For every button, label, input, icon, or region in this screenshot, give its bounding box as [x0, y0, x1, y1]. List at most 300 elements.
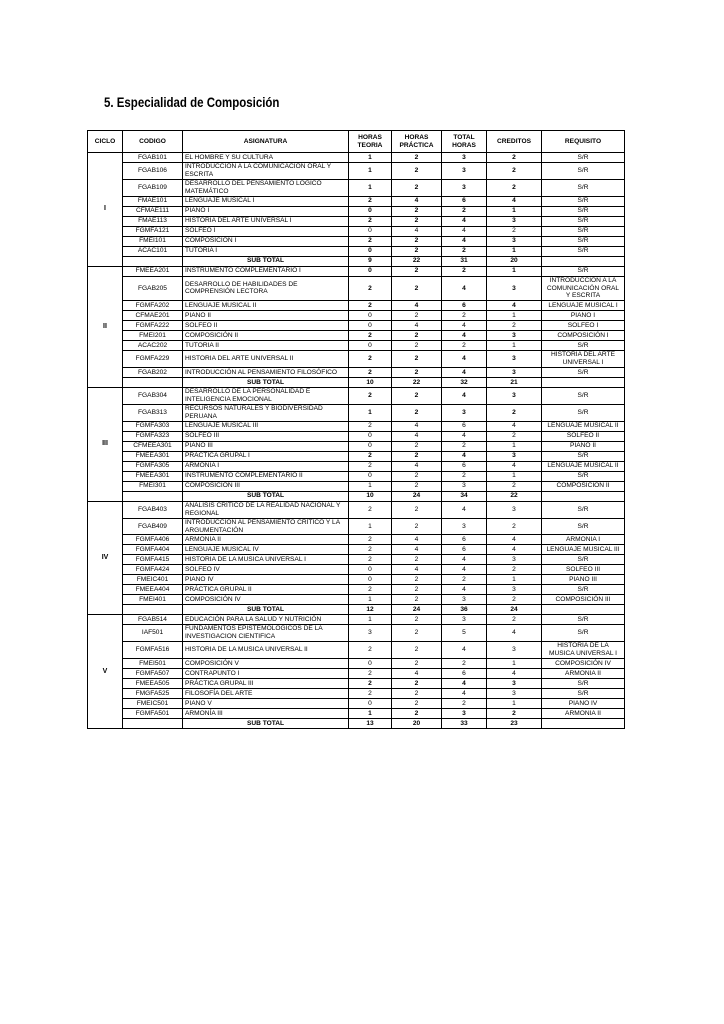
hours-practice: 2: [392, 441, 442, 451]
hours-practice: 4: [392, 301, 442, 311]
table-row: [88, 404, 625, 421]
total-hours: 6: [442, 669, 487, 679]
total-hours: 4: [442, 351, 487, 368]
table-row: [88, 341, 625, 351]
subtotal-requisite-empty: [542, 491, 625, 501]
hours-theory: 1: [349, 153, 392, 163]
header-horas-teoria: HORAS TEORIA: [349, 131, 392, 153]
total-hours: 3: [442, 709, 487, 719]
page-title: 5. Especialidad de Composición: [104, 94, 280, 110]
credits: 3: [487, 679, 542, 689]
table-row: [88, 625, 625, 642]
subtotal-total-hours: 36: [442, 605, 487, 615]
total-hours: 4: [442, 565, 487, 575]
course-code: FMEIC401: [123, 575, 183, 585]
table-body: [88, 153, 625, 729]
credits: 4: [487, 535, 542, 545]
hours-practice: 4: [392, 196, 442, 206]
total-hours: 4: [442, 642, 487, 659]
subtotal-row: [88, 605, 625, 615]
hours-theory: 3: [349, 625, 392, 642]
credits: 1: [487, 266, 542, 276]
table-row: [88, 388, 625, 405]
subtotal-row: [88, 378, 625, 388]
subtotal-hours-practice: 22: [392, 378, 442, 388]
subtotal-code-empty: [123, 491, 183, 501]
hours-theory: 1: [349, 404, 392, 421]
total-hours: 4: [442, 236, 487, 246]
header-codigo: CODIGO: [123, 131, 183, 153]
prerequisite: S/R: [542, 501, 625, 518]
course-code: FGMFA415: [123, 555, 183, 565]
prerequisite: SOLFEO I: [542, 321, 625, 331]
course-code: FGAB514: [123, 615, 183, 625]
subtotal-label: SUB TOTAL: [183, 491, 349, 501]
course-name: ARMONÍA III: [183, 709, 349, 719]
prerequisite: PIANO III: [542, 575, 625, 585]
course-code: FGMFA406: [123, 535, 183, 545]
total-hours: 2: [442, 575, 487, 585]
subtotal-requisite-empty: [542, 256, 625, 266]
course-code: FGAB109: [123, 179, 183, 196]
subtotal-hours-theory: 9: [349, 256, 392, 266]
hours-theory: 2: [349, 555, 392, 565]
course-code: FGMFA507: [123, 669, 183, 679]
prerequisite: S/R: [542, 679, 625, 689]
total-hours: 4: [442, 388, 487, 405]
hours-practice: 2: [392, 311, 442, 321]
hours-practice: 4: [392, 535, 442, 545]
course-name: INTRODUCCIÓN A LA COMUNICACIÓN ORAL Y ESCRITA: [183, 163, 349, 180]
prerequisite: S/R: [542, 153, 625, 163]
curriculum-table: [87, 130, 625, 729]
total-hours: 4: [442, 451, 487, 461]
table-row: [88, 421, 625, 431]
subtotal-requisite-empty: [542, 719, 625, 729]
course-name: DESARROLLO DEL PENSAMIENTO LÓGICO MATEMÁTICO: [183, 179, 349, 196]
header-total-horas: TOTAL HORAS: [442, 131, 487, 153]
total-hours: 3: [442, 518, 487, 535]
hours-practice: 4: [392, 226, 442, 236]
course-name: SOLFEO IV: [183, 565, 349, 575]
subtotal-row: [88, 491, 625, 501]
hours-theory: 2: [349, 421, 392, 431]
course-code: CFMAE201: [123, 311, 183, 321]
course-code: FMEI201: [123, 331, 183, 341]
prerequisite: SOLFEO III: [542, 565, 625, 575]
subtotal-label: SUB TOTAL: [183, 605, 349, 615]
prerequisite: S/R: [542, 585, 625, 595]
course-code: FMEEA505: [123, 679, 183, 689]
prerequisite: INTRODUCCIÓN A LA COMUNICACIÓN ORAL Y ESCRITA: [542, 276, 625, 301]
course-code: CFMEEA301: [123, 441, 183, 451]
total-hours: 2: [442, 471, 487, 481]
table-row: [88, 471, 625, 481]
hours-practice: 2: [392, 471, 442, 481]
total-hours: 2: [442, 246, 487, 256]
hours-theory: 0: [349, 565, 392, 575]
credits: 2: [487, 709, 542, 719]
course-name: ARMONIA II: [183, 535, 349, 545]
hours-practice: 2: [392, 615, 442, 625]
credits: 1: [487, 575, 542, 585]
hours-theory: 0: [349, 266, 392, 276]
subtotal-row: [88, 719, 625, 729]
credits: 2: [487, 595, 542, 605]
header-row: [88, 131, 625, 153]
table-row: [88, 461, 625, 471]
hours-practice: 2: [392, 341, 442, 351]
prerequisite: COMPOSICIÓN III: [542, 595, 625, 605]
course-name: INTRODUCCIÓN AL PENSAMIENTO CRÍTICO Y LA ARGUMENTACIÓN: [183, 518, 349, 535]
total-hours: 3: [442, 153, 487, 163]
subtotal-code-empty: [123, 605, 183, 615]
total-hours: 4: [442, 216, 487, 226]
course-name: PIANO III: [183, 441, 349, 451]
total-hours: 6: [442, 196, 487, 206]
credits: 2: [487, 226, 542, 236]
hours-practice: 2: [392, 642, 442, 659]
hours-theory: 2: [349, 679, 392, 689]
total-hours: 6: [442, 535, 487, 545]
course-name: TUTORIA I: [183, 246, 349, 256]
course-name: PRÁCTICA GRUPAL I: [183, 451, 349, 461]
total-hours: 3: [442, 179, 487, 196]
hours-theory: 2: [349, 689, 392, 699]
course-code: FGAB202: [123, 368, 183, 378]
table-row: [88, 615, 625, 625]
table-row: [88, 216, 625, 226]
prerequisite: ARMONIA II: [542, 669, 625, 679]
hours-theory: 2: [349, 535, 392, 545]
total-hours: 4: [442, 501, 487, 518]
credits: 1: [487, 441, 542, 451]
subtotal-credits: 20: [487, 256, 542, 266]
hours-practice: 2: [392, 163, 442, 180]
total-hours: 2: [442, 341, 487, 351]
credits: 1: [487, 471, 542, 481]
table-row: [88, 351, 625, 368]
hours-theory: 0: [349, 311, 392, 321]
credits: 2: [487, 518, 542, 535]
table-row: [88, 301, 625, 311]
total-hours: 3: [442, 481, 487, 491]
course-name: EL HOMBRE Y SU CULTURA: [183, 153, 349, 163]
course-code: ACAC101: [123, 246, 183, 256]
course-name: ANÁLISIS CRÍTICO DE LA REALIDAD NACIONAL Y REGIONAL: [183, 501, 349, 518]
prerequisite: ARMONIA II: [542, 709, 625, 719]
course-name: LENGUAJE MUSICAL IV: [183, 545, 349, 555]
course-name: HISTORIA DEL ARTE UNIVERSAL II: [183, 351, 349, 368]
credits: 2: [487, 565, 542, 575]
hours-practice: 2: [392, 153, 442, 163]
credits: 1: [487, 206, 542, 216]
credits: 3: [487, 351, 542, 368]
course-name: PIANO I: [183, 206, 349, 216]
hours-theory: 2: [349, 368, 392, 378]
credits: 3: [487, 331, 542, 341]
hours-practice: 2: [392, 625, 442, 642]
hours-practice: 2: [392, 709, 442, 719]
prerequisite: LENGUAJE MUSICAL II: [542, 461, 625, 471]
total-hours: 2: [442, 266, 487, 276]
hours-theory: 2: [349, 331, 392, 341]
course-code: FMEI101: [123, 236, 183, 246]
credits: 1: [487, 341, 542, 351]
hours-practice: 4: [392, 321, 442, 331]
table-row: [88, 555, 625, 565]
course-code: FMEIC501: [123, 699, 183, 709]
credits: 2: [487, 404, 542, 421]
ciclo-cell: III: [88, 388, 123, 502]
total-hours: 3: [442, 163, 487, 180]
course-name: CONTRAPUNTO I: [183, 669, 349, 679]
total-hours: 4: [442, 331, 487, 341]
course-name: PIANO IV: [183, 575, 349, 585]
table-row: [88, 669, 625, 679]
table-row: [88, 196, 625, 206]
course-name: LENGUAJE MUSICAL II: [183, 301, 349, 311]
course-code: FMEEA301: [123, 451, 183, 461]
prerequisite: S/R: [542, 216, 625, 226]
table-row: [88, 311, 625, 321]
course-name: FILOSOFÍA DEL ARTE: [183, 689, 349, 699]
course-code: CFMAE111: [123, 206, 183, 216]
prerequisite: COMPOSICIÓN IV: [542, 659, 625, 669]
total-hours: 6: [442, 461, 487, 471]
prerequisite: S/R: [542, 341, 625, 351]
table-row: [88, 276, 625, 301]
course-name: PRÁCTICA GRUPAL III: [183, 679, 349, 689]
credits: 2: [487, 481, 542, 491]
prerequisite: S/R: [542, 404, 625, 421]
table-row: [88, 699, 625, 709]
total-hours: 6: [442, 421, 487, 431]
table-row: [88, 179, 625, 196]
table-row: [88, 236, 625, 246]
subtotal-credits: 22: [487, 491, 542, 501]
table-row: [88, 545, 625, 555]
table-row: [88, 266, 625, 276]
ciclo-cell: II: [88, 266, 123, 388]
hours-theory: 1: [349, 163, 392, 180]
course-code: FGMFA222: [123, 321, 183, 331]
hours-theory: 0: [349, 659, 392, 669]
course-name: PRÁCTICA GRUPAL II: [183, 585, 349, 595]
course-code: FMEEA404: [123, 585, 183, 595]
table-row: [88, 565, 625, 575]
credits: 4: [487, 421, 542, 431]
subtotal-total-hours: 34: [442, 491, 487, 501]
course-name: INSTRUMENTO COMPLEMENTARIO I: [183, 266, 349, 276]
course-name: INTRODUCCIÓN AL PENSAMIENTO FILOSÓFICO: [183, 368, 349, 378]
course-code: FGAB313: [123, 404, 183, 421]
prerequisite: LENGUAJE MUSICAL I: [542, 301, 625, 311]
course-code: FGMFA424: [123, 565, 183, 575]
hours-practice: 2: [392, 404, 442, 421]
hours-theory: 2: [349, 216, 392, 226]
hours-practice: 4: [392, 545, 442, 555]
hours-practice: 2: [392, 388, 442, 405]
prerequisite: S/R: [542, 625, 625, 642]
prerequisite: LENGUAJE MUSICAL II: [542, 421, 625, 431]
course-name: SOLFEO II: [183, 321, 349, 331]
table-row: [88, 153, 625, 163]
hours-theory: 1: [349, 518, 392, 535]
subtotal-code-empty: [123, 719, 183, 729]
header-creditos: CREDITOS: [487, 131, 542, 153]
prerequisite: HISTORIA DE LA MUSICA UNIVERSAL I: [542, 642, 625, 659]
subtotal-label: SUB TOTAL: [183, 256, 349, 266]
total-hours: 2: [442, 699, 487, 709]
course-name: PIANO II: [183, 311, 349, 321]
hours-practice: 2: [392, 679, 442, 689]
course-code: FGMFA202: [123, 301, 183, 311]
table-row: [88, 226, 625, 236]
credits: 2: [487, 615, 542, 625]
hours-theory: 0: [349, 431, 392, 441]
hours-practice: 2: [392, 689, 442, 699]
hours-theory: 0: [349, 321, 392, 331]
total-hours: 4: [442, 276, 487, 301]
prerequisite: COMPOSICIÓN II: [542, 481, 625, 491]
course-code: FGMFA121: [123, 226, 183, 236]
course-code: FMAE101: [123, 196, 183, 206]
hours-theory: 2: [349, 388, 392, 405]
hours-practice: 2: [392, 451, 442, 461]
hours-practice: 2: [392, 206, 442, 216]
course-name: HISTORIA DE LA MUSICA UNIVERSAL I: [183, 555, 349, 565]
subtotal-hours-theory: 12: [349, 605, 392, 615]
course-code: FGAB304: [123, 388, 183, 405]
table-row: [88, 535, 625, 545]
header-horas-practica: HORAS PRÁCTICA: [392, 131, 442, 153]
hours-theory: 2: [349, 642, 392, 659]
prerequisite: S/R: [542, 388, 625, 405]
prerequisite: COMPOSICIÓN I: [542, 331, 625, 341]
credits: 3: [487, 388, 542, 405]
subtotal-hours-practice: 24: [392, 491, 442, 501]
course-code: FGMFA501: [123, 709, 183, 719]
hours-theory: 2: [349, 585, 392, 595]
course-code: IAF501: [123, 625, 183, 642]
course-code: FGAB101: [123, 153, 183, 163]
course-code: FGMFA323: [123, 431, 183, 441]
table-row: [88, 451, 625, 461]
prerequisite: S/R: [542, 236, 625, 246]
prerequisite: S/R: [542, 689, 625, 699]
subtotal-total-hours: 32: [442, 378, 487, 388]
subtotal-hours-theory: 10: [349, 378, 392, 388]
prerequisite: S/R: [542, 226, 625, 236]
hours-theory: 0: [349, 341, 392, 351]
hours-theory: 2: [349, 301, 392, 311]
hours-practice: 2: [392, 236, 442, 246]
course-code: FGMFA229: [123, 351, 183, 368]
course-code: FMAE113: [123, 216, 183, 226]
credits: 3: [487, 642, 542, 659]
course-name: PIANO V: [183, 699, 349, 709]
hours-theory: 0: [349, 246, 392, 256]
credits: 3: [487, 555, 542, 565]
hours-practice: 2: [392, 276, 442, 301]
table-row: [88, 679, 625, 689]
credits: 3: [487, 451, 542, 461]
table-row: [88, 709, 625, 719]
prerequisite: S/R: [542, 196, 625, 206]
course-name: DESARROLLO DE LA PERSONALIDAD E INTELIGENCIA EMOCIONAL: [183, 388, 349, 405]
course-name: EDUCACIÓN PARA LA SALUD Y NUTRICIÓN: [183, 615, 349, 625]
subtotal-hours-practice: 20: [392, 719, 442, 729]
prerequisite: S/R: [542, 451, 625, 461]
hours-theory: 2: [349, 236, 392, 246]
credits: 3: [487, 585, 542, 595]
credits: 4: [487, 545, 542, 555]
course-code: FGAB403: [123, 501, 183, 518]
prerequisite: S/R: [542, 179, 625, 196]
course-name: HISTORIA DEL ARTE UNIVERSAL I: [183, 216, 349, 226]
prerequisite: S/R: [542, 518, 625, 535]
total-hours: 4: [442, 585, 487, 595]
course-name: RECURSOS NATURALES Y BIODIVERSIDAD PERUANA: [183, 404, 349, 421]
course-code: FGAB106: [123, 163, 183, 180]
course-name: FUNDAMENTOS EPISTEMOLOGICOS DE LA INVESTIGACION CIENTIFICA: [183, 625, 349, 642]
course-code: FMEEA201: [123, 266, 183, 276]
hours-practice: 2: [392, 481, 442, 491]
credits: 1: [487, 246, 542, 256]
prerequisite: LENGUAJE MUSICAL III: [542, 545, 625, 555]
hours-practice: 4: [392, 421, 442, 431]
ciclo-cell: I: [88, 153, 123, 267]
total-hours: 6: [442, 301, 487, 311]
course-code: ACAC202: [123, 341, 183, 351]
hours-theory: 2: [349, 276, 392, 301]
subtotal-requisite-empty: [542, 378, 625, 388]
subtotal-code-empty: [123, 256, 183, 266]
credits: 1: [487, 659, 542, 669]
credits: 3: [487, 501, 542, 518]
course-name: COMPOSICIÓN V: [183, 659, 349, 669]
prerequisite: S/R: [542, 471, 625, 481]
total-hours: 3: [442, 404, 487, 421]
hours-practice: 4: [392, 565, 442, 575]
prerequisite: S/R: [542, 163, 625, 180]
hours-practice: 2: [392, 179, 442, 196]
course-code: FMGFA525: [123, 689, 183, 699]
course-name: SOLFEO III: [183, 431, 349, 441]
table-row: [88, 163, 625, 180]
subtotal-hours-practice: 24: [392, 605, 442, 615]
total-hours: 6: [442, 545, 487, 555]
course-code: FGAB205: [123, 276, 183, 301]
hours-practice: 2: [392, 595, 442, 605]
hours-practice: 2: [392, 575, 442, 585]
credits: 4: [487, 301, 542, 311]
hours-theory: 0: [349, 441, 392, 451]
subtotal-code-empty: [123, 378, 183, 388]
total-hours: 4: [442, 431, 487, 441]
prerequisite: PIANO I: [542, 311, 625, 321]
credits: 2: [487, 321, 542, 331]
hours-practice: 2: [392, 585, 442, 595]
hours-theory: 2: [349, 501, 392, 518]
credits: 1: [487, 699, 542, 709]
total-hours: 2: [442, 659, 487, 669]
hours-theory: 0: [349, 206, 392, 216]
credits: 3: [487, 276, 542, 301]
hours-theory: 1: [349, 615, 392, 625]
table-row: [88, 585, 625, 595]
